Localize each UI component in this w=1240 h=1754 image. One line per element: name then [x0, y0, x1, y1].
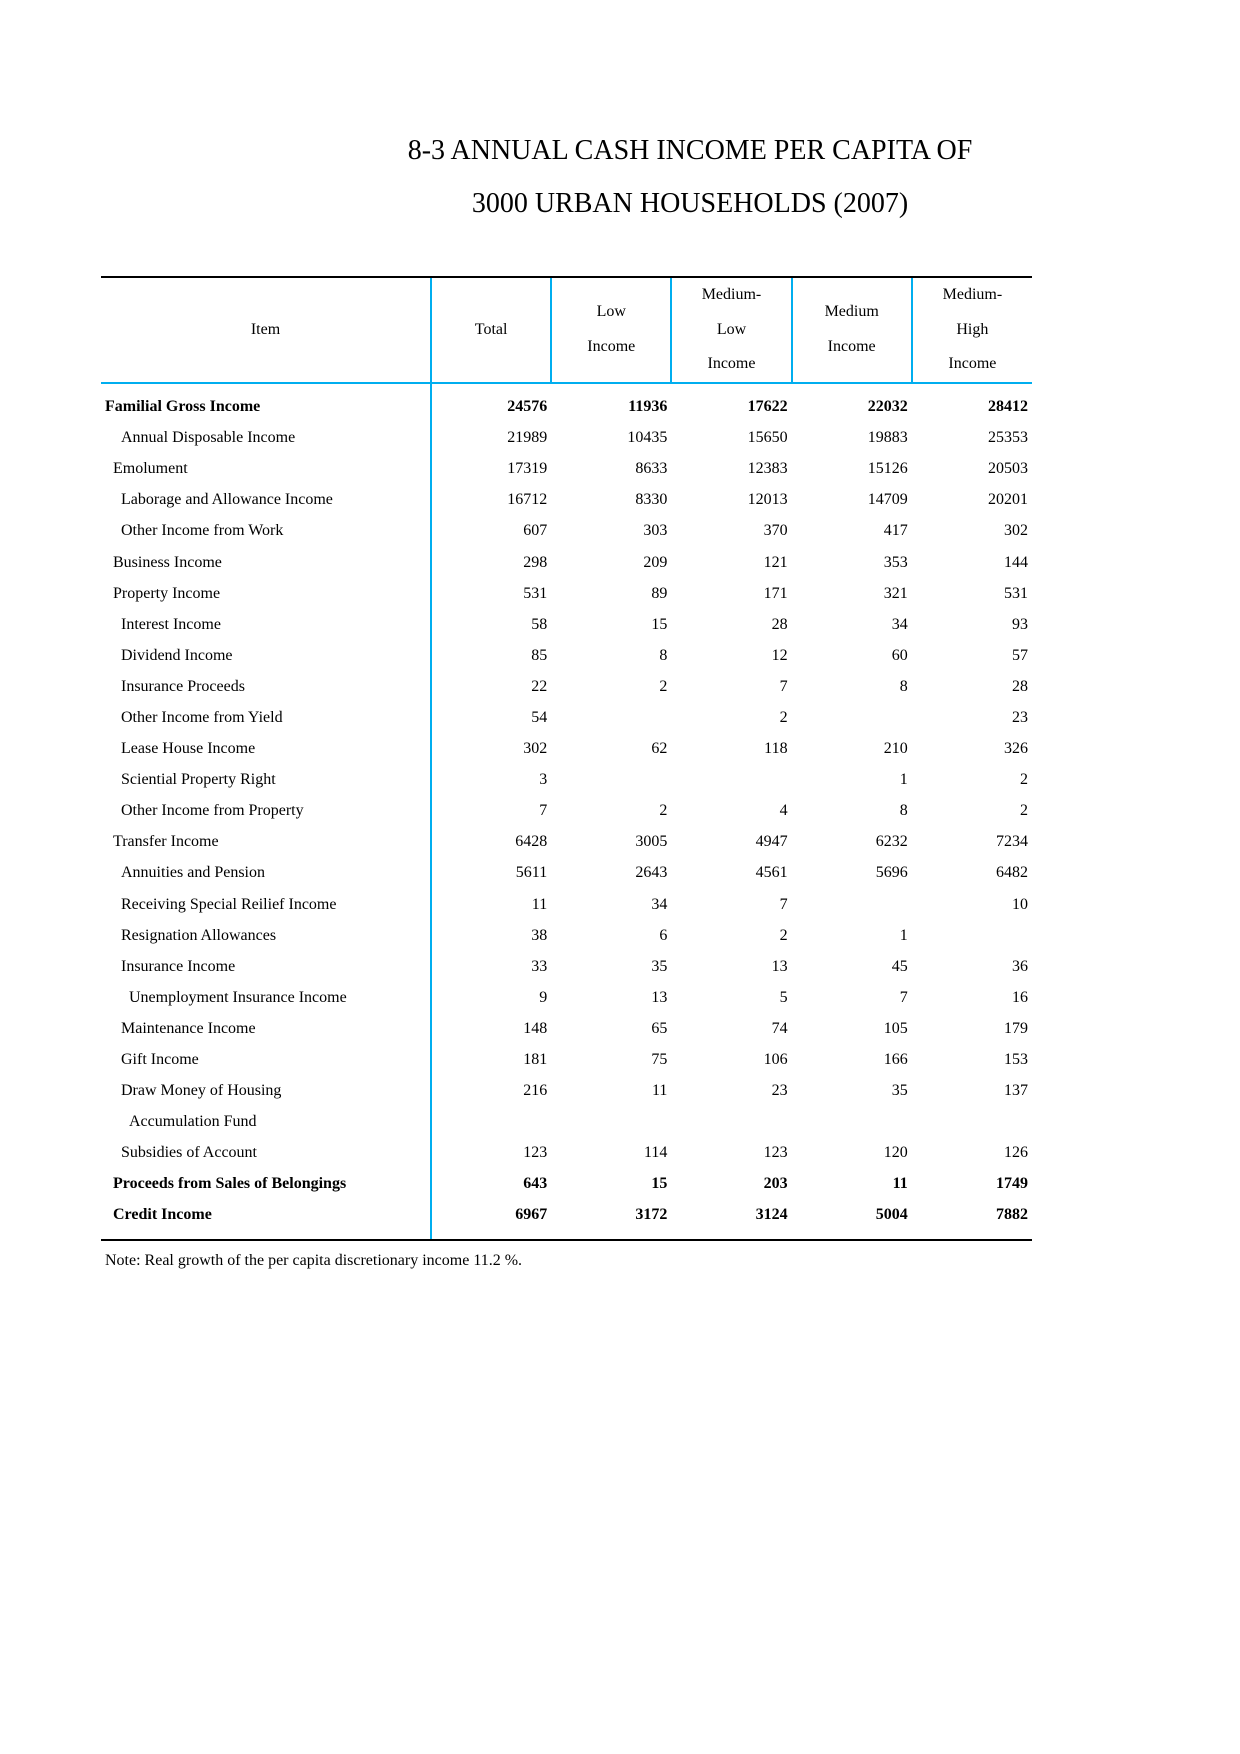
- row-value: [912, 920, 1032, 951]
- row-value: 17319: [507, 460, 548, 478]
- row-value: 3172: [551, 1200, 671, 1240]
- header-line: Low: [596, 303, 626, 321]
- row-value: 123: [763, 1144, 788, 1162]
- row-value: 15126: [867, 460, 908, 478]
- row-value: 5: [779, 988, 788, 1006]
- table-row: [101, 547, 1032, 578]
- row-value: 85: [531, 646, 548, 664]
- income-table: [101, 276, 1032, 1241]
- table-row: [101, 640, 1032, 671]
- row-value: 118: [764, 740, 788, 758]
- row-value: 531: [523, 584, 548, 602]
- row-value: [792, 702, 912, 733]
- row-value: 7: [779, 895, 788, 913]
- row-label: Interest Income: [101, 609, 431, 640]
- table-note: Note: Real growth of the per capita discretionary income 11.2 %.: [105, 1252, 523, 1269]
- row-value: 60: [891, 646, 908, 664]
- table-row: [101, 951, 1032, 982]
- row-value: 13: [651, 988, 668, 1006]
- table-body: [101, 383, 1032, 1241]
- row-value: 58: [531, 615, 548, 633]
- table-row: [101, 671, 1032, 702]
- row-value: 2: [659, 677, 668, 695]
- row-value: 75: [651, 1051, 668, 1069]
- row-value: 21989: [507, 429, 548, 447]
- row-value: 36: [1012, 957, 1028, 975]
- row-value: 166: [883, 1051, 908, 1069]
- row-label: Emolument: [101, 454, 431, 485]
- row-value: 3124: [671, 1200, 791, 1240]
- row-value: 6232: [875, 833, 908, 851]
- table-row: [101, 1107, 1032, 1138]
- row-value: 105: [883, 1019, 908, 1037]
- row-value: 7: [899, 988, 908, 1006]
- row-value: 2: [1020, 771, 1028, 789]
- row-value: 417: [883, 522, 908, 540]
- row-value: 7: [539, 802, 548, 820]
- table-row: [101, 765, 1032, 796]
- header-col-3: [671, 277, 791, 383]
- row-value: 181: [523, 1051, 548, 1069]
- row-value: 153: [1004, 1051, 1028, 1069]
- header-col-2: [551, 277, 671, 383]
- row-value: 123: [523, 1144, 548, 1162]
- row-value: 23: [1012, 708, 1028, 726]
- table-row: [101, 1169, 1032, 1200]
- title-line-2: 3000 URBAN HOUSEHOLDS (2007): [471, 188, 909, 219]
- row-value: 120: [883, 1144, 908, 1162]
- row-value: 35: [651, 957, 668, 975]
- row-value: 6482: [996, 864, 1028, 882]
- row-value: 62: [651, 740, 668, 758]
- row-value: 216: [523, 1082, 548, 1100]
- table-row: [101, 609, 1032, 640]
- table-row: [101, 1044, 1032, 1075]
- header-line: Income: [587, 337, 636, 355]
- header-col-5: [912, 277, 1032, 383]
- row-value: [671, 1107, 791, 1138]
- row-value: 12: [771, 646, 788, 664]
- row-value: 34: [651, 895, 668, 913]
- row-value: 370: [763, 522, 788, 540]
- row-label: Dividend Income: [101, 640, 431, 671]
- row-label: Transfer Income: [101, 827, 431, 858]
- row-value: [912, 1107, 1032, 1138]
- row-label: Annuities and Pension: [101, 858, 431, 889]
- table-row: [101, 516, 1032, 547]
- row-label: Resignation Allowances: [101, 920, 431, 951]
- table-row: [101, 423, 1032, 454]
- row-value: 8: [659, 646, 668, 664]
- row-label: Other Income from Yield: [101, 702, 431, 733]
- row-value: 4947: [755, 833, 788, 851]
- row-value: 302: [1004, 522, 1028, 540]
- row-value: 171: [763, 584, 788, 602]
- row-value: 1: [899, 926, 908, 944]
- row-value: 15: [651, 615, 668, 633]
- row-value: 2: [779, 926, 788, 944]
- table-row: [101, 796, 1032, 827]
- row-value: 9: [539, 988, 548, 1006]
- title-line-1: 8-3 ANNUAL CASH INCOME PER CAPITA OF: [407, 135, 973, 166]
- row-value: [551, 702, 671, 733]
- row-value: 11: [892, 1175, 908, 1193]
- row-value: 179: [1004, 1019, 1028, 1037]
- row-value: 15: [651, 1175, 668, 1193]
- table-row: [101, 578, 1032, 609]
- header-line: High: [956, 320, 989, 338]
- table-header-row: [101, 277, 1032, 383]
- row-value: 25353: [988, 429, 1028, 447]
- row-value: 74: [771, 1019, 788, 1037]
- row-value: 7882: [912, 1200, 1032, 1240]
- row-value: 14709: [867, 491, 908, 509]
- row-value: 209: [643, 553, 668, 571]
- table-row: [101, 920, 1032, 951]
- row-value: 303: [643, 522, 668, 540]
- table-row: [101, 383, 1032, 423]
- header-col-1: [431, 277, 551, 383]
- header-line: Medium-: [942, 286, 1003, 303]
- row-value: 2: [779, 708, 788, 726]
- row-label: Property Income: [101, 578, 431, 609]
- row-value: 210: [883, 740, 908, 758]
- row-value: 19883: [867, 429, 908, 447]
- row-value: 24576: [507, 398, 548, 416]
- row-value: 16712: [507, 491, 548, 509]
- row-label: Business Income: [101, 547, 431, 578]
- row-value: 45: [891, 957, 908, 975]
- table-row: [101, 858, 1032, 889]
- header-line: Medium-: [701, 286, 762, 303]
- row-value: 2643: [635, 864, 668, 882]
- row-value: 8330: [635, 491, 668, 509]
- row-label: Lease House Income: [101, 734, 431, 765]
- row-value: 2: [1020, 802, 1028, 820]
- row-label: Laborage and Allowance Income: [101, 485, 431, 516]
- row-value: 4561: [755, 864, 788, 882]
- row-value: 57: [1012, 646, 1028, 664]
- row-label: Credit Income: [101, 1200, 431, 1240]
- row-value: 23: [771, 1082, 788, 1100]
- row-value: 1: [899, 771, 908, 789]
- row-value: 106: [763, 1051, 788, 1069]
- header-item: [101, 277, 431, 383]
- row-value: 4: [779, 802, 788, 820]
- row-value: 38: [531, 926, 548, 944]
- row-value: 121: [763, 553, 788, 571]
- header-line: Total: [474, 320, 508, 338]
- row-value: [551, 1107, 671, 1138]
- header-col-4: [792, 277, 912, 383]
- row-value: 8: [899, 802, 908, 820]
- row-value: 11: [651, 1082, 668, 1100]
- row-value: 6: [659, 926, 668, 944]
- row-value: 531: [1004, 584, 1028, 602]
- row-value: 1749: [996, 1175, 1028, 1193]
- row-value: [792, 889, 912, 920]
- row-value: 11936: [628, 398, 668, 416]
- row-value: 15650: [747, 429, 788, 447]
- row-label: Subsidies of Account: [101, 1138, 431, 1169]
- row-value: 302: [523, 740, 548, 758]
- row-label: Annual Disposable Income: [101, 423, 431, 454]
- table-row: [101, 1200, 1032, 1240]
- row-value: [431, 1107, 551, 1138]
- row-value: 203: [763, 1175, 788, 1193]
- row-value: 17622: [747, 398, 788, 416]
- row-value: 20503: [988, 460, 1028, 478]
- row-value: 8: [899, 677, 908, 695]
- row-value: 28: [1012, 677, 1028, 695]
- row-value: 28412: [988, 398, 1028, 416]
- row-label: Sciential Property Right: [101, 765, 431, 796]
- row-value: 8633: [635, 460, 668, 478]
- header-line: Income: [707, 355, 756, 372]
- row-label: Unemployment Insurance Income: [101, 982, 431, 1013]
- row-value: 12013: [747, 491, 788, 509]
- row-label: Other Income from Work: [101, 516, 431, 547]
- row-label: Draw Money of Housing: [101, 1076, 431, 1107]
- table-row: [101, 454, 1032, 485]
- row-value: 54: [531, 708, 548, 726]
- row-value: 7234: [996, 833, 1028, 851]
- row-value: 137: [1004, 1082, 1028, 1100]
- header-line: Low: [716, 320, 747, 338]
- table-row: [101, 734, 1032, 765]
- row-value: 65: [651, 1019, 668, 1037]
- row-value: 6428: [515, 833, 548, 851]
- row-label: Accumulation Fund: [101, 1107, 431, 1138]
- row-value: 298: [523, 553, 548, 571]
- row-label: Insurance Proceeds: [101, 671, 431, 702]
- row-value: 607: [523, 522, 548, 540]
- page-title: [0, 124, 1240, 230]
- row-value: 2: [659, 802, 668, 820]
- row-value: 89: [651, 584, 668, 602]
- row-label: Maintenance Income: [101, 1013, 431, 1044]
- row-label: Gift Income: [101, 1044, 431, 1075]
- row-value: 7: [779, 677, 788, 695]
- header-line: Medium: [824, 303, 879, 321]
- row-value: 12383: [747, 460, 788, 478]
- row-value: 5004: [792, 1200, 912, 1240]
- row-value: 126: [1004, 1144, 1028, 1162]
- header-line: Item: [250, 320, 281, 338]
- header-line: Income: [827, 337, 876, 355]
- row-value: [551, 765, 671, 796]
- row-value: 326: [1004, 740, 1028, 758]
- row-label: Familial Gross Income: [101, 383, 431, 423]
- row-label: Other Income from Property: [101, 796, 431, 827]
- row-value: 20201: [988, 491, 1028, 509]
- row-value: 93: [1012, 615, 1028, 633]
- row-value: 10435: [627, 429, 668, 447]
- row-value: 3005: [635, 833, 668, 851]
- row-value: 10: [1012, 895, 1028, 913]
- row-label: Receiving Special Reilief Income: [101, 889, 431, 920]
- row-value: 5611: [515, 864, 548, 882]
- table-row: [101, 1076, 1032, 1107]
- row-value: [671, 765, 791, 796]
- row-value: 34: [891, 615, 908, 633]
- table-row: [101, 889, 1032, 920]
- row-value: 33: [531, 957, 548, 975]
- row-value: 13: [771, 957, 788, 975]
- row-value: 22032: [867, 398, 908, 416]
- row-value: 643: [523, 1175, 548, 1193]
- row-value: 16: [1012, 988, 1028, 1006]
- row-value: 11: [531, 895, 548, 913]
- row-value: 353: [883, 553, 908, 571]
- row-label: Proceeds from Sales of Belongings: [101, 1169, 431, 1200]
- header-line: Income: [948, 355, 997, 372]
- table-row: [101, 485, 1032, 516]
- row-value: 148: [523, 1019, 548, 1037]
- row-value: 3: [539, 771, 548, 789]
- row-value: 22: [531, 677, 548, 695]
- row-value: 5696: [875, 864, 908, 882]
- table-row: [101, 1138, 1032, 1169]
- row-value: [792, 1107, 912, 1138]
- table-row: [101, 1013, 1032, 1044]
- row-label: Insurance Income: [101, 951, 431, 982]
- table-row: [101, 702, 1032, 733]
- table-row: [101, 982, 1032, 1013]
- row-value: 321: [883, 584, 908, 602]
- row-value: 6967: [431, 1200, 551, 1240]
- table-row: [101, 827, 1032, 858]
- row-value: 28: [771, 615, 788, 633]
- row-value: 35: [891, 1082, 908, 1100]
- row-value: 114: [643, 1144, 668, 1162]
- row-value: 144: [1004, 553, 1028, 571]
